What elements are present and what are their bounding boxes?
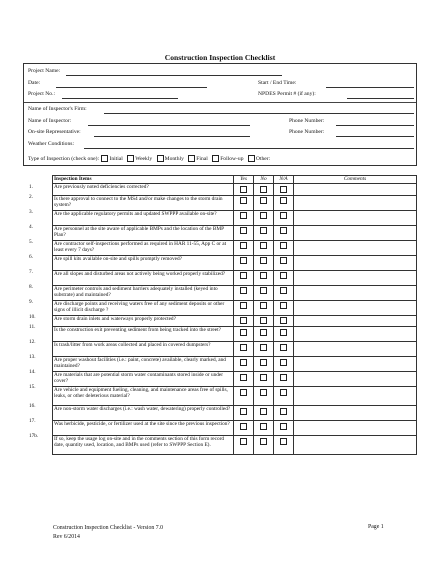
yes-cell — [234, 315, 254, 327]
footer-version: Construction Inspection Checklist - Version 7.0 — [53, 525, 164, 531]
inspection-item-text: Was herbicide, pesticide, or fertilizer used at the site since the previous inspection? — [53, 421, 234, 436]
item-number: 17. — [29, 418, 36, 424]
table-row — [53, 342, 417, 357]
na-cell — [274, 372, 294, 387]
yes-checkbox[interactable] — [240, 287, 247, 294]
item-number: 16. — [29, 403, 36, 409]
yes-cell — [234, 406, 254, 421]
no-checkbox[interactable] — [260, 374, 267, 381]
na-cell — [274, 327, 294, 342]
project-info-box — [23, 63, 417, 166]
comments-cell[interactable] — [294, 436, 417, 455]
item-number: 7. — [29, 269, 33, 275]
yes-checkbox[interactable] — [240, 438, 247, 445]
na-checkbox[interactable] — [280, 257, 287, 264]
inspector-name-label: Name of Inspector: — [28, 118, 72, 124]
weekly-checkbox[interactable] — [127, 155, 134, 162]
comments-cell[interactable] — [294, 210, 417, 225]
na-cell — [274, 285, 294, 300]
no-checkbox[interactable] — [260, 423, 267, 430]
yes-cell — [234, 300, 254, 315]
na-checkbox[interactable] — [280, 242, 287, 249]
table-row — [53, 240, 417, 255]
no-checkbox[interactable] — [260, 287, 267, 294]
na-cell — [274, 184, 294, 196]
na-checkbox[interactable] — [280, 423, 287, 430]
yes-checkbox[interactable] — [240, 212, 247, 219]
yes-cell — [234, 225, 254, 240]
npdes-field[interactable] — [347, 90, 414, 99]
item-number: 14. — [29, 369, 36, 375]
no-checkbox[interactable] — [260, 389, 267, 396]
inspection-item-text: Are spill kits available on-site and spills promptly removed? — [53, 255, 234, 270]
yes-cell — [234, 240, 254, 255]
no-cell — [254, 225, 274, 240]
na-cell — [274, 387, 294, 406]
table-row — [53, 436, 417, 455]
no-cell — [254, 210, 274, 225]
table-row — [53, 300, 417, 315]
no-checkbox[interactable] — [260, 408, 267, 415]
no-checkbox[interactable] — [260, 359, 267, 366]
final-checkbox[interactable] — [188, 155, 195, 162]
table-row — [53, 406, 417, 421]
comments-header: Comments — [294, 176, 417, 184]
other-option-label: Other: — [255, 156, 271, 162]
comments-cell[interactable] — [294, 300, 417, 315]
weekly-option-label: Weekly — [135, 156, 153, 162]
project-name-row — [28, 66, 412, 78]
yes-checkbox[interactable] — [240, 197, 247, 204]
comments-cell[interactable] — [294, 225, 417, 240]
no-checkbox[interactable] — [260, 212, 267, 219]
na-checkbox[interactable] — [280, 408, 287, 415]
yes-checkbox[interactable] — [240, 257, 247, 264]
na-cell — [274, 255, 294, 270]
inspection-item-text: Are previously noted deficiencies corrected? — [53, 184, 234, 196]
inspection-item-text: Is trash/litter from work areas collected and placed in covered dumpsters? — [53, 342, 234, 357]
yes-checkbox[interactable] — [240, 423, 247, 430]
yes-cell — [234, 387, 254, 406]
no-checkbox[interactable] — [260, 317, 267, 324]
comments-cell[interactable] — [294, 315, 417, 327]
yes-cell — [234, 285, 254, 300]
inspector-firm-row — [28, 104, 412, 116]
na-cell — [274, 300, 294, 315]
follow-up-option-label: Follow-up — [220, 156, 244, 162]
yes-checkbox[interactable] — [240, 242, 247, 249]
initial-checkbox[interactable] — [101, 155, 108, 162]
date-field[interactable] — [56, 79, 207, 88]
na-checkbox[interactable] — [280, 186, 287, 193]
item-number: 17b. — [29, 433, 39, 439]
no-checkbox[interactable] — [260, 302, 267, 309]
yes-checkbox[interactable] — [240, 408, 247, 415]
item-number: 12. — [29, 339, 36, 345]
na-cell — [274, 210, 294, 225]
na-checkbox[interactable] — [280, 374, 287, 381]
comments-cell[interactable] — [294, 387, 417, 406]
no-cell — [254, 270, 274, 285]
yes-cell — [234, 372, 254, 387]
na-checkbox[interactable] — [280, 359, 287, 366]
page-title: Construction Inspection Checklist — [164, 53, 276, 62]
table-row — [53, 225, 417, 240]
yes-cell — [234, 357, 254, 372]
na-cell — [274, 406, 294, 421]
no-cell — [254, 372, 274, 387]
item-number: 6. — [29, 254, 33, 260]
onsite-rep-label: On-site Representative: — [28, 129, 81, 135]
no-cell — [254, 387, 274, 406]
inspection-item-text: Are all slopes and disturbed areas not actively being worked properly stabilized? — [53, 270, 234, 285]
item-number: 3. — [29, 209, 33, 215]
table-row — [53, 421, 417, 436]
na-checkbox[interactable] — [280, 317, 287, 324]
comments-cell[interactable] — [294, 342, 417, 357]
no-cell — [254, 342, 274, 357]
inspection-item-text: Are discharge points and receiving waters free of any sediment deposits or other signs of illicit discharge ? — [53, 300, 234, 315]
no-cell — [254, 315, 274, 327]
start-end-time-label: Start / End Time: — [258, 80, 297, 86]
yes-cell — [234, 270, 254, 285]
inspection-item-text: Are storm drain inlets and waterways properly protected? — [53, 315, 234, 327]
no-checkbox[interactable] — [260, 186, 267, 193]
no-cell — [254, 436, 274, 455]
inspection-item-text: Are the applicable regulatory permits and updated SWPPP available on-site? — [53, 210, 234, 225]
na-cell — [274, 436, 294, 455]
na-checkbox[interactable] — [280, 344, 287, 351]
other-checkbox[interactable] — [248, 155, 255, 162]
table-row — [53, 315, 417, 327]
table-row — [53, 210, 417, 225]
comments-cell[interactable] — [294, 372, 417, 387]
na-checkbox[interactable] — [280, 438, 287, 445]
table-row — [53, 195, 417, 210]
no-cell — [254, 195, 274, 210]
comments-cell[interactable] — [294, 406, 417, 421]
na-checkbox[interactable] — [280, 227, 287, 234]
na-checkbox[interactable] — [280, 197, 287, 204]
na-checkbox[interactable] — [280, 287, 287, 294]
no-cell — [254, 240, 274, 255]
no-checkbox[interactable] — [260, 242, 267, 249]
no-cell — [254, 327, 274, 342]
inspection-type-row — [28, 155, 272, 162]
inspection-item-text: Are materials that are potential storm water contaminants stored inside or under cover? — [53, 372, 234, 387]
phone-field-1[interactable] — [336, 117, 414, 126]
comments-cell[interactable] — [294, 270, 417, 285]
onsite-rep-field[interactable] — [94, 128, 250, 137]
project-no-row — [28, 89, 412, 101]
table-row — [53, 255, 417, 270]
comments-cell[interactable] — [294, 240, 417, 255]
table-row — [53, 184, 417, 196]
start-end-time-field[interactable] — [326, 79, 414, 88]
monthly-option-label: Monthly — [164, 156, 184, 162]
no-checkbox[interactable] — [260, 438, 267, 445]
na-cell — [274, 421, 294, 436]
header-divider — [24, 102, 416, 103]
inspection-item-text: Are personnel at the site aware of applicable BMPs and the location of the BMP Plan? — [53, 225, 234, 240]
weather-label: Weather Conditions: — [28, 141, 75, 147]
item-number: 1. — [29, 184, 33, 190]
yes-checkbox[interactable] — [240, 272, 247, 279]
inspection-item-text: Are perimeter controls and sediment barriers adequately installed (keyed into substrate) and maintained? — [53, 285, 234, 300]
project-name-field[interactable] — [66, 67, 282, 76]
yes-cell — [234, 436, 254, 455]
comments-cell[interactable] — [294, 357, 417, 372]
inspection-items-table — [52, 175, 417, 455]
yes-checkbox[interactable] — [240, 329, 247, 336]
comments-cell[interactable] — [294, 195, 417, 210]
item-number: 4. — [29, 224, 33, 230]
comments-cell[interactable] — [294, 421, 417, 436]
item-number: 9. — [29, 299, 33, 305]
item-number: 11. — [29, 324, 36, 330]
table-row — [53, 327, 417, 342]
no-checkbox[interactable] — [260, 197, 267, 204]
inspection-type-label: Type of Inspection (check one): — [28, 156, 100, 162]
follow-up-checkbox[interactable] — [212, 155, 219, 162]
no-cell — [254, 285, 274, 300]
no-checkbox[interactable] — [260, 272, 267, 279]
project-no-field[interactable] — [62, 90, 178, 99]
footer-page: Page 1 — [368, 524, 384, 530]
table-row — [53, 285, 417, 300]
no-checkbox[interactable] — [260, 329, 267, 336]
table-row — [53, 387, 417, 406]
no-cell — [254, 406, 274, 421]
yes-checkbox[interactable] — [240, 344, 247, 351]
item-number: 15. — [29, 384, 36, 390]
na-cell — [274, 240, 294, 255]
inspector-firm-label: Name of Inspector's Firm: — [28, 106, 87, 112]
na-cell — [274, 315, 294, 327]
phone-label-1: Phone Number: — [289, 118, 325, 124]
project-no-label: Project No.: — [28, 91, 56, 97]
yes-cell — [234, 255, 254, 270]
yes-cell — [234, 327, 254, 342]
npdes-label: NPDES Permit # (if any): — [258, 91, 316, 97]
no-cell — [254, 300, 274, 315]
na-cell — [274, 270, 294, 285]
na-header: N/A — [274, 176, 294, 184]
monthly-checkbox[interactable] — [157, 155, 164, 162]
na-cell — [274, 225, 294, 240]
phone-field-2[interactable] — [336, 128, 414, 137]
inspection-item-text: Are contractor self-inspections performed as required in HAR 11-55, App C or at least every 7 days? — [53, 240, 234, 255]
na-checkbox[interactable] — [280, 389, 287, 396]
na-cell — [274, 357, 294, 372]
comments-cell[interactable] — [294, 285, 417, 300]
onsite-rep-row — [28, 127, 412, 139]
no-cell — [254, 357, 274, 372]
na-checkbox[interactable] — [280, 329, 287, 336]
yes-cell — [234, 195, 254, 210]
table-header-row — [53, 176, 417, 184]
comments-cell[interactable] — [294, 184, 417, 196]
item-number: 5. — [29, 239, 33, 245]
inspection-items-header: Inspection Items — [53, 176, 234, 184]
phone-label-2: Phone Number: — [289, 129, 325, 135]
inspection-item-text: Is the construction exit preventing sediment from being tracked into the street? — [53, 327, 234, 342]
inspector-firm-field[interactable] — [104, 105, 414, 114]
inspector-name-field[interactable] — [88, 117, 250, 126]
table-row — [53, 357, 417, 372]
yes-checkbox[interactable] — [240, 317, 247, 324]
yes-header: Yes — [234, 176, 254, 184]
no-cell — [254, 255, 274, 270]
item-number: 8. — [29, 284, 33, 290]
yes-checkbox[interactable] — [240, 227, 247, 234]
footer-left — [53, 524, 163, 542]
na-checkbox[interactable] — [280, 212, 287, 219]
date-label: Date: — [28, 80, 41, 86]
yes-checkbox[interactable] — [240, 359, 247, 366]
na-checkbox[interactable] — [280, 302, 287, 309]
na-cell — [274, 195, 294, 210]
yes-checkbox[interactable] — [240, 302, 247, 309]
yes-checkbox[interactable] — [240, 186, 247, 193]
inspection-item-text: Are vehicle and equipment fueling, cleaning, and maintenance areas free of spills, leaks, or other deleterious material? — [53, 387, 234, 406]
no-checkbox[interactable] — [260, 344, 267, 351]
no-checkbox[interactable] — [260, 227, 267, 234]
yes-checkbox[interactable] — [240, 374, 247, 381]
na-checkbox[interactable] — [280, 272, 287, 279]
na-cell — [274, 342, 294, 357]
item-number: 13. — [29, 354, 36, 360]
no-checkbox[interactable] — [260, 257, 267, 264]
item-number: 2. — [29, 194, 33, 200]
inspection-item-text: Are non-storm water discharges (i.e.: wash water, dewatering) properly controlled? — [53, 406, 234, 421]
no-cell — [254, 421, 274, 436]
final-option-label: Final — [196, 156, 208, 162]
yes-cell — [234, 184, 254, 196]
yes-checkbox[interactable] — [240, 389, 247, 396]
yes-cell — [234, 342, 254, 357]
weather-field[interactable] — [84, 140, 414, 149]
item-number: 10. — [29, 314, 36, 320]
footer-rev: Rev 6/2014 — [53, 534, 80, 540]
weather-row — [28, 139, 412, 151]
inspection-item-text: Are proper washout facilities (i.e.: paint, concrete) available, clearly marked, and maintained? — [53, 357, 234, 372]
yes-cell — [234, 421, 254, 436]
no-cell — [254, 184, 274, 196]
inspection-item-text: If so, keep the usage log on-site and in the comments section of this form record date, quantity used, location, and BMPs used (refer to SWPPP Section E). — [53, 436, 234, 455]
comments-cell[interactable] — [294, 255, 417, 270]
comments-cell[interactable] — [294, 327, 417, 342]
inspection-item-text: Is there approval to connect to the MS4 and/or make changes to the storm drain system? — [53, 195, 234, 210]
table-row — [53, 270, 417, 285]
project-name-label: Project Name: — [28, 68, 61, 74]
no-header: No — [254, 176, 274, 184]
table-row — [53, 372, 417, 387]
initial-option-label: Initial — [109, 156, 123, 162]
yes-cell — [234, 210, 254, 225]
